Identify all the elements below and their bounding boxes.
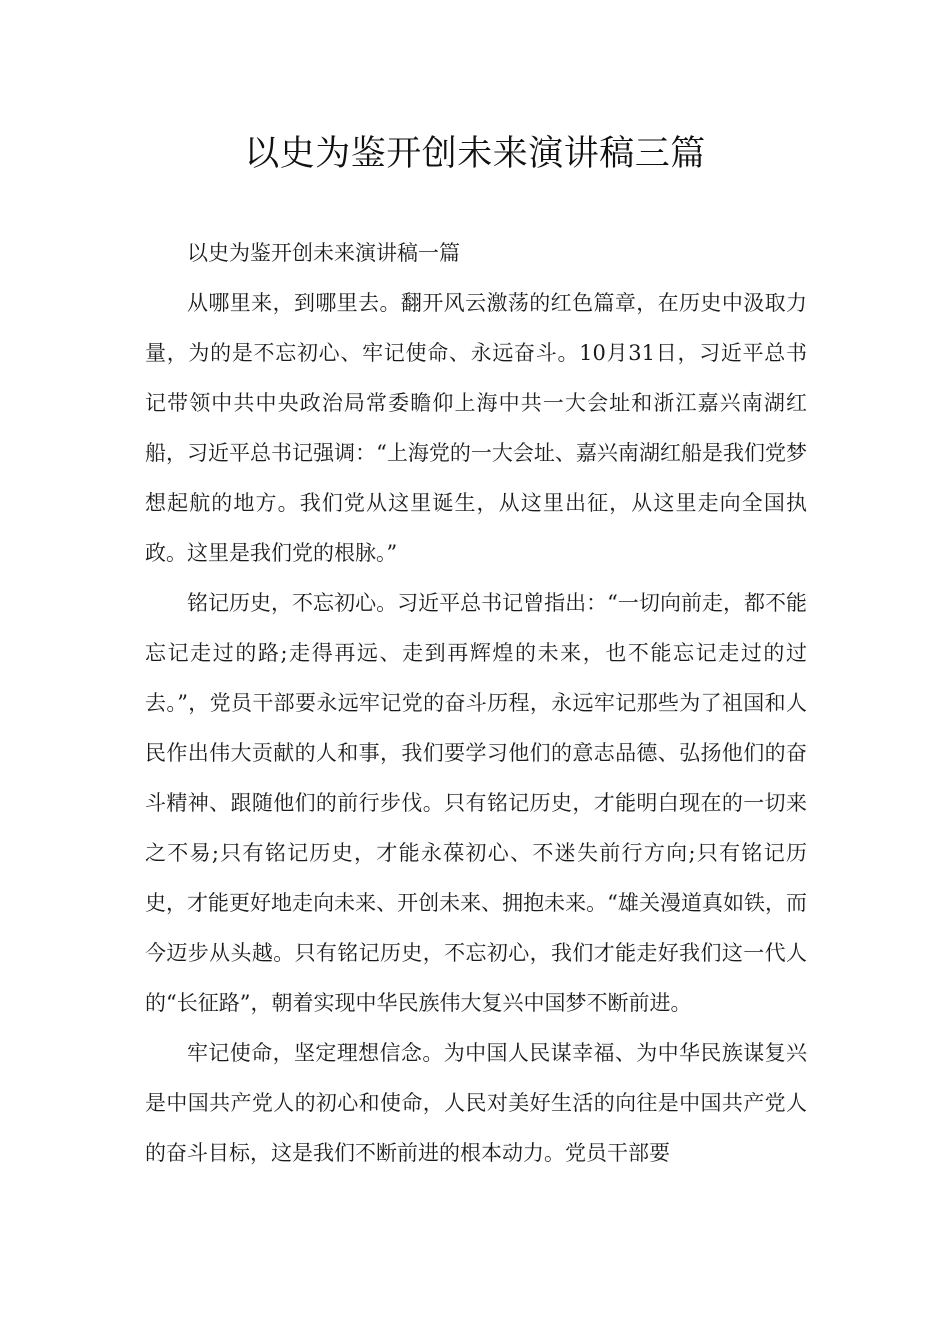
document-body [145,228,807,1178]
section-subheading: 以史为鉴开创未来演讲稿一篇 [187,241,460,265]
document-title: 以史为鉴开创未来演讲稿三篇 [244,134,706,174]
paragraph-2: 铭记历史，不忘初心。习近平总书记曾指出：“一切向前走，都不能忘记走过的路;走得再远、走到再辉煌的未来，也不能忘记走过的过去。”，党员干部要永远牢记党的奋斗历程，永远牢记那些为了祖国和人民作出伟大贡献的人和事，我们要学习他们的意志品德、弘扬他们的奋斗精神、跟随他们的前行步伐。只有铭记历史，才能明白现在的一切来之不易;只有铭记历史，才能永葆初心、不迷失前行方向;只有铭记历史，才能更好地走向未来、开创未来、拥抱未来。“雄关漫道真如铁，而今迈步从头越。只有铭记历史，不忘初心，我们才能走好我们这一代人的“长征路”，朝着实现中华民族伟大复兴中国梦不断前进。 [145,591,807,1015]
paragraph-3: 牢记使命，坚定理想信念。为中国人民谋幸福、为中华民族谋复兴是中国共产党人的初心和使命，人民对美好生活的向往是中国共产党人的奋斗目标，这是我们不断前进的根本动力。党员干部要 [145,1041,807,1165]
paragraph-1: 从哪里来，到哪里去。翻开风云激荡的红色篇章，在历史中汲取力量，为的是不忘初心、牢记使命、永远奋斗。10月31日，习近平总书记带领中共中央政治局常委瞻仰上海中共一大会址和浙江嘉兴南湖红船，习近平总书记强调：“上海党的一大会址、嘉兴南湖红船是我们党梦想起航的地方。我们党从这里诞生，从这里出征，从这里走向全国执政。这里是我们党的根脉。” [145,291,807,565]
